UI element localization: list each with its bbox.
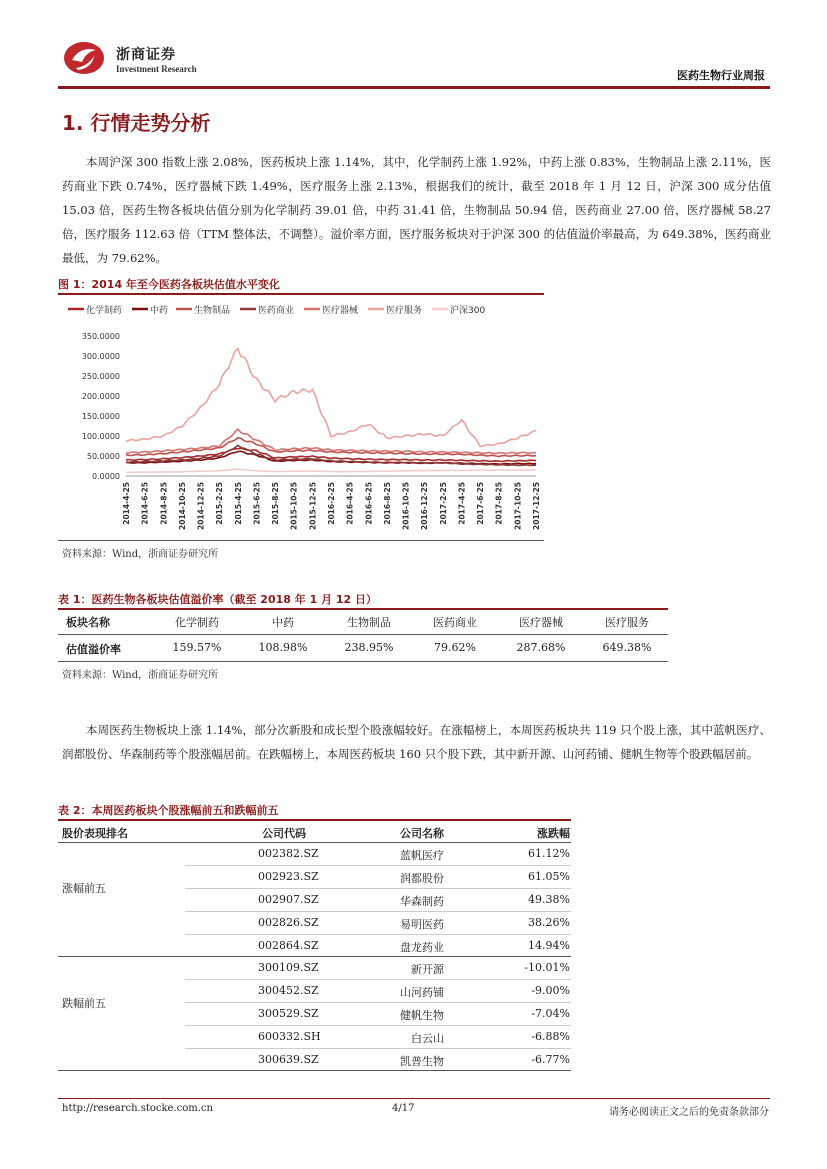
footer-divider (58, 1098, 770, 1099)
table2-company: 山河药铺 (400, 986, 444, 999)
valuation-line-chart (58, 296, 544, 540)
table2-code: 600332.SH (258, 1030, 321, 1043)
table1-value: 649.38% (602, 641, 652, 654)
table2-header-rule (58, 842, 571, 843)
table2-row-divider (185, 1002, 571, 1003)
table1-value: 79.62% (434, 641, 476, 654)
table2-company: 蓝帆医疗 (400, 849, 444, 862)
x-tick-label: 2016-12-25 (420, 482, 430, 530)
figure-bottom-rule (58, 540, 544, 541)
table2-change: 14.94% (528, 939, 570, 952)
series-line (126, 349, 536, 447)
table2-code: 300452.SZ (258, 984, 319, 997)
table2-top-rule (58, 819, 571, 821)
figure-title-rule (58, 293, 544, 295)
x-tick-label: 2015-6-25 (252, 482, 262, 525)
table1-source: 资料来源：Wind，浙商证券研究所 (62, 670, 219, 681)
table2-code: 002382.SZ (258, 847, 319, 860)
table1-header-rule (58, 634, 668, 635)
table2-row-divider (185, 1048, 571, 1049)
table1-header-label: 板块名称 (66, 616, 110, 629)
table2-company: 白云山 (411, 1032, 444, 1045)
header-divider (58, 86, 770, 89)
table2-code: 002864.SZ (258, 939, 319, 952)
brand-name: 浙商证券 (116, 47, 176, 63)
table2-group-divider (58, 956, 571, 957)
x-tick-label: 2017-4-25 (457, 482, 467, 525)
legend-label: 生物制品 (194, 306, 231, 316)
legend-label: 沪深300 (450, 306, 486, 316)
table2-row-divider (185, 888, 571, 889)
table2-group-label: 涨幅前五 (62, 882, 106, 895)
table2-header: 公司名称 (400, 827, 444, 840)
y-tick-label: 250.0000 (81, 372, 120, 381)
table2-row-divider (185, 1025, 571, 1026)
table2-code: 300639.SZ (258, 1053, 319, 1066)
table1-value: 238.95% (344, 641, 394, 654)
table1-value: 287.68% (516, 641, 566, 654)
company-logo-icon (62, 40, 106, 76)
table1-col-header: 化学制药 (175, 616, 219, 629)
table2-code: 002923.SZ (258, 870, 319, 883)
table2-change: -6.77% (531, 1053, 570, 1066)
table2-change: 61.05% (528, 870, 570, 883)
table2-change: 61.12% (528, 847, 570, 860)
table2-group-label: 跌幅前五 (62, 997, 106, 1010)
legend-label: 医疗器械 (322, 306, 359, 316)
x-tick-label: 2014-6-25 (140, 482, 150, 525)
table1-value: 108.98% (258, 641, 308, 654)
x-tick-label: 2016-10-25 (401, 482, 411, 530)
stock-movers-paragraph: 本周医药生物板块上涨 1.14%，部分次新股和成长型个股涨幅较好。在涨幅榜上，本周医药板块共 119 只个股上涨，其中蓝帆医疗、润都股份、华森制药等个股涨幅居前。在跌幅榜上，本周医药板块 160 只个股下跌，其中新开源、山河药铺、健帆生物等个股跌幅居前。 (62, 723, 771, 761)
table1-row-label: 估值溢价率 (66, 643, 121, 656)
section-title: 1. 行情走势分析 (62, 111, 211, 135)
y-tick-label: 50.0000 (86, 452, 120, 461)
table2-company: 新开源 (411, 963, 444, 976)
x-tick-label: 2016-8-25 (382, 482, 392, 525)
x-tick-label: 2015-12-25 (308, 482, 318, 530)
y-tick-label: 150.0000 (81, 412, 120, 421)
table1-col-header: 医疗服务 (605, 616, 649, 629)
page-number: 4/17 (392, 1103, 415, 1114)
table1-top-rule (58, 608, 668, 610)
x-tick-label: 2014-10-25 (177, 482, 187, 530)
table1-col-header: 生物制品 (347, 616, 391, 629)
table2-company: 健帆生物 (400, 1009, 444, 1022)
legend-label: 医疗服务 (386, 306, 423, 316)
x-tick-label: 2017-8-25 (494, 482, 504, 525)
table1-col-header: 中药 (272, 616, 294, 629)
table2-change: -9.00% (531, 984, 570, 997)
table2-bottom-rule (58, 1070, 571, 1071)
legend-label: 化学制药 (86, 306, 123, 316)
x-tick-label: 2016-6-25 (364, 482, 374, 525)
x-tick-label: 2016-2-25 (327, 482, 336, 525)
table2-header: 股价表现排名 (62, 827, 128, 840)
x-tick-label: 2014-8-25 (159, 482, 169, 525)
report-type: 医药生物行业周报 (677, 69, 765, 82)
legend-label: 医药商业 (258, 306, 295, 316)
table2-company: 华森制药 (400, 895, 444, 908)
y-tick-label: 0.0000 (92, 472, 120, 481)
x-tick-label: 2015-8-25 (271, 482, 281, 525)
table2-code: 002907.SZ (258, 893, 319, 906)
market-summary-paragraph: 本周沪深 300 指数上涨 2.08%，医药板块上涨 1.14%，其中，化学制药上涨 1.92%，中药上涨 0.83%，生物制品上涨 2.11%，医药商业下跌 0.74%，医疗器械下跌 1.49%，医疗服务上涨 2.13%，根据我们的统计，截至 2018 年 1 月 12 日，沪深 300 成分估值 15.03 倍，医药生物各板块估值分别为化学制药 39.01 倍，中药 31.41 倍，生物制品 50.94 倍，医药商业 27.00 倍，医疗器械 58.27 倍，医疗服务 112.63 倍（TTM 整体法，不调整）。溢价率方面，医疗服务板块对于沪深 300 的估值溢价率最高，为 649.38%，医药商业最低，为 79.62%。 (62, 155, 771, 265)
x-tick-label: 2017-6-25 (476, 482, 486, 525)
table1-title: 表 1：医药生物各板块估值溢价率（截至 2018 年 1 月 12 日） (58, 593, 378, 606)
footer-disclaimer: 请务必阅读正文之后的免责条款部分 (609, 1107, 769, 1118)
x-tick-label: 2017-2-25 (438, 482, 448, 525)
table2-header: 涨跌幅 (537, 827, 570, 840)
table2-change: 38.26% (528, 916, 570, 929)
table2-row-divider (185, 934, 571, 935)
x-tick-label: 2014-12-25 (196, 482, 206, 530)
y-tick-label: 300.0000 (81, 352, 120, 361)
table1-bottom-rule (58, 661, 668, 662)
table2-header: 公司代码 (262, 827, 306, 840)
table2-change: -7.04% (531, 1007, 570, 1020)
table2-row-divider (185, 865, 571, 866)
x-tick-label: 2015-4-25 (233, 482, 243, 525)
y-tick-label: 200.0000 (81, 392, 120, 401)
table2-code: 300109.SZ (258, 961, 319, 974)
legend-label: 中药 (150, 306, 169, 316)
x-tick-label: 2016-4-25 (345, 482, 355, 525)
series-line (126, 429, 536, 453)
x-tick-label: 2017-12-25 (532, 482, 541, 530)
figure-title: 图 1：2014 年至今医药各板块估值水平变化 (58, 278, 280, 291)
x-tick-label: 2014-4-25 (122, 482, 131, 525)
table1-col-header: 医药商业 (433, 616, 477, 629)
table2-change: 49.38% (528, 893, 570, 906)
series-line (126, 438, 536, 457)
table2-company: 易明医药 (400, 918, 444, 931)
footer-url-link[interactable]: http://research.stocke.com.cn (62, 1103, 213, 1114)
table2-title: 表 2：本周医药板块个股涨幅前五和跌幅前五 (58, 804, 279, 817)
series-line (126, 469, 536, 472)
y-tick-label: 350.0000 (81, 332, 120, 341)
table2-code: 300529.SZ (258, 1007, 319, 1020)
x-tick-label: 2017-10-25 (513, 482, 523, 530)
table1-col-header: 医疗器械 (519, 616, 563, 629)
brand-subtitle: Investment Research (116, 64, 197, 74)
x-tick-label: 2015-10-25 (289, 482, 299, 530)
table2-company: 凯普生物 (400, 1055, 444, 1068)
table2-change: -6.88% (531, 1030, 570, 1043)
table2-company: 润都股份 (400, 872, 444, 885)
table2-row-divider (185, 911, 571, 912)
table1-value: 159.57% (172, 641, 222, 654)
y-tick-label: 100.0000 (81, 432, 120, 441)
table2-change: -10.01% (524, 961, 570, 974)
table2-code: 002826.SZ (258, 916, 319, 929)
figure-source: 资料来源：Wind，浙商证券研究所 (62, 549, 219, 560)
x-tick-label: 2015-2-25 (215, 482, 225, 525)
table2-row-divider (185, 979, 571, 980)
table2-company: 盘龙药业 (400, 941, 444, 954)
